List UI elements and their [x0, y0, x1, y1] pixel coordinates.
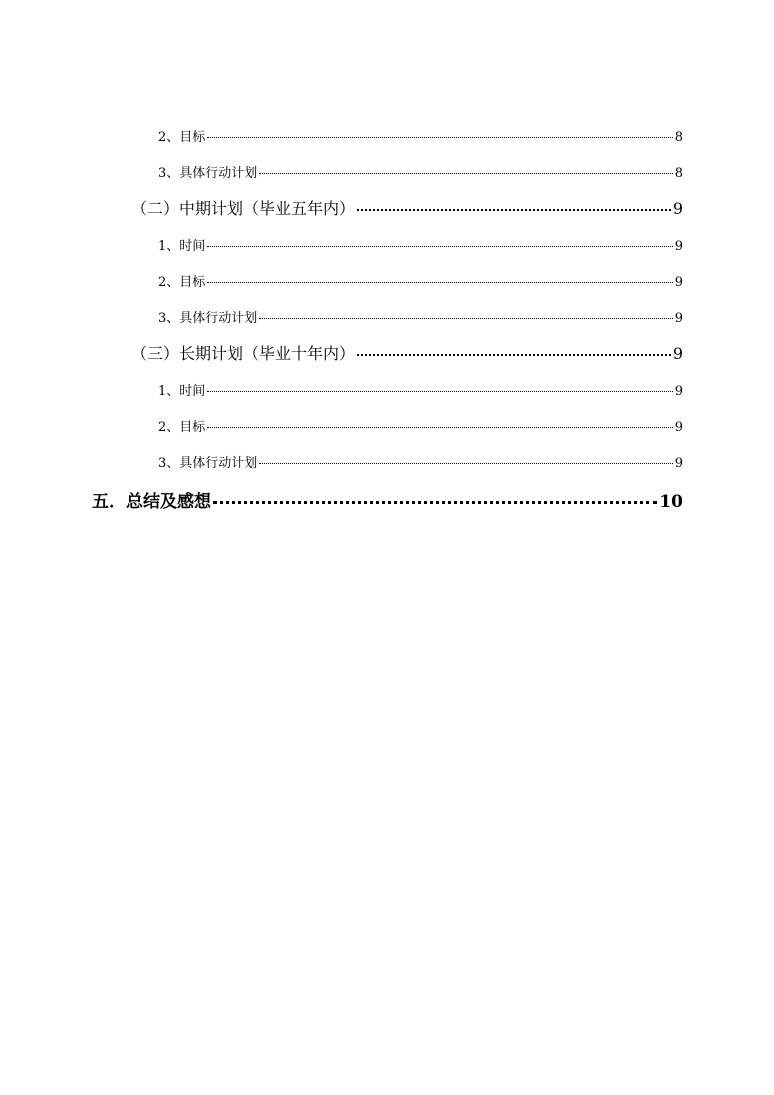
toc-leader-dots — [213, 501, 657, 504]
toc-entry-label: （三）长期计划（毕业十年内） — [131, 344, 356, 363]
toc-entry-label: 3、具体行动计划 — [158, 456, 258, 471]
toc-leader-dots — [207, 137, 672, 138]
toc-entry-time[interactable] — [158, 380, 683, 399]
toc-leader-dots — [357, 354, 671, 356]
toc-leader-dots — [259, 463, 672, 464]
toc-entry-action-plan[interactable] — [158, 452, 683, 471]
toc-entry-action-plan[interactable] — [158, 162, 683, 181]
toc-page-number: 9 — [674, 420, 683, 435]
toc-leader-dots — [207, 246, 672, 247]
toc-entry-label: 1、时间 — [158, 384, 206, 399]
toc-page-number: 9 — [674, 239, 683, 254]
toc-entry-summary[interactable] — [92, 487, 683, 512]
toc-page-number: 8 — [674, 166, 683, 181]
toc-entry-label: （二）中期计划（毕业五年内） — [131, 199, 356, 218]
toc-entry-label: 1、时间 — [158, 239, 206, 254]
toc-entry-label: 2、目标 — [158, 275, 206, 290]
toc-page-number: 9 — [674, 384, 683, 399]
toc-leader-dots — [259, 173, 672, 174]
toc-page-number: 8 — [674, 130, 683, 145]
toc-page-number: 9 — [674, 311, 683, 326]
toc-leader-dots — [357, 209, 671, 211]
toc-entry-goal[interactable] — [158, 271, 683, 290]
toc-entry-goal[interactable] — [158, 126, 683, 145]
toc-page-number: 9 — [672, 199, 683, 218]
toc-leader-dots — [207, 391, 672, 392]
toc-entry-action-plan[interactable] — [158, 307, 683, 326]
toc-page-number: 9 — [674, 275, 683, 290]
toc-entry-label: 2、目标 — [158, 130, 206, 145]
toc-entry-label: 3、具体行动计划 — [158, 166, 258, 181]
toc-leader-dots — [207, 427, 672, 428]
toc-entry-long-term-plan[interactable] — [131, 341, 683, 364]
toc-leader-dots — [207, 282, 672, 283]
toc-leader-dots — [259, 318, 672, 319]
toc-entry-label: 2、目标 — [158, 420, 206, 435]
toc-entry-goal[interactable] — [158, 416, 683, 435]
toc-entry-label: 3、具体行动计划 — [158, 311, 258, 326]
toc-entry-label: 五．总结及感想 — [92, 492, 211, 512]
toc-entry-mid-term-plan[interactable] — [131, 196, 683, 219]
toc-entry-time[interactable] — [158, 235, 683, 254]
toc-page-number: 9 — [674, 456, 683, 471]
toc-page-number: 10 — [659, 492, 683, 512]
toc-page-number: 9 — [672, 344, 683, 363]
